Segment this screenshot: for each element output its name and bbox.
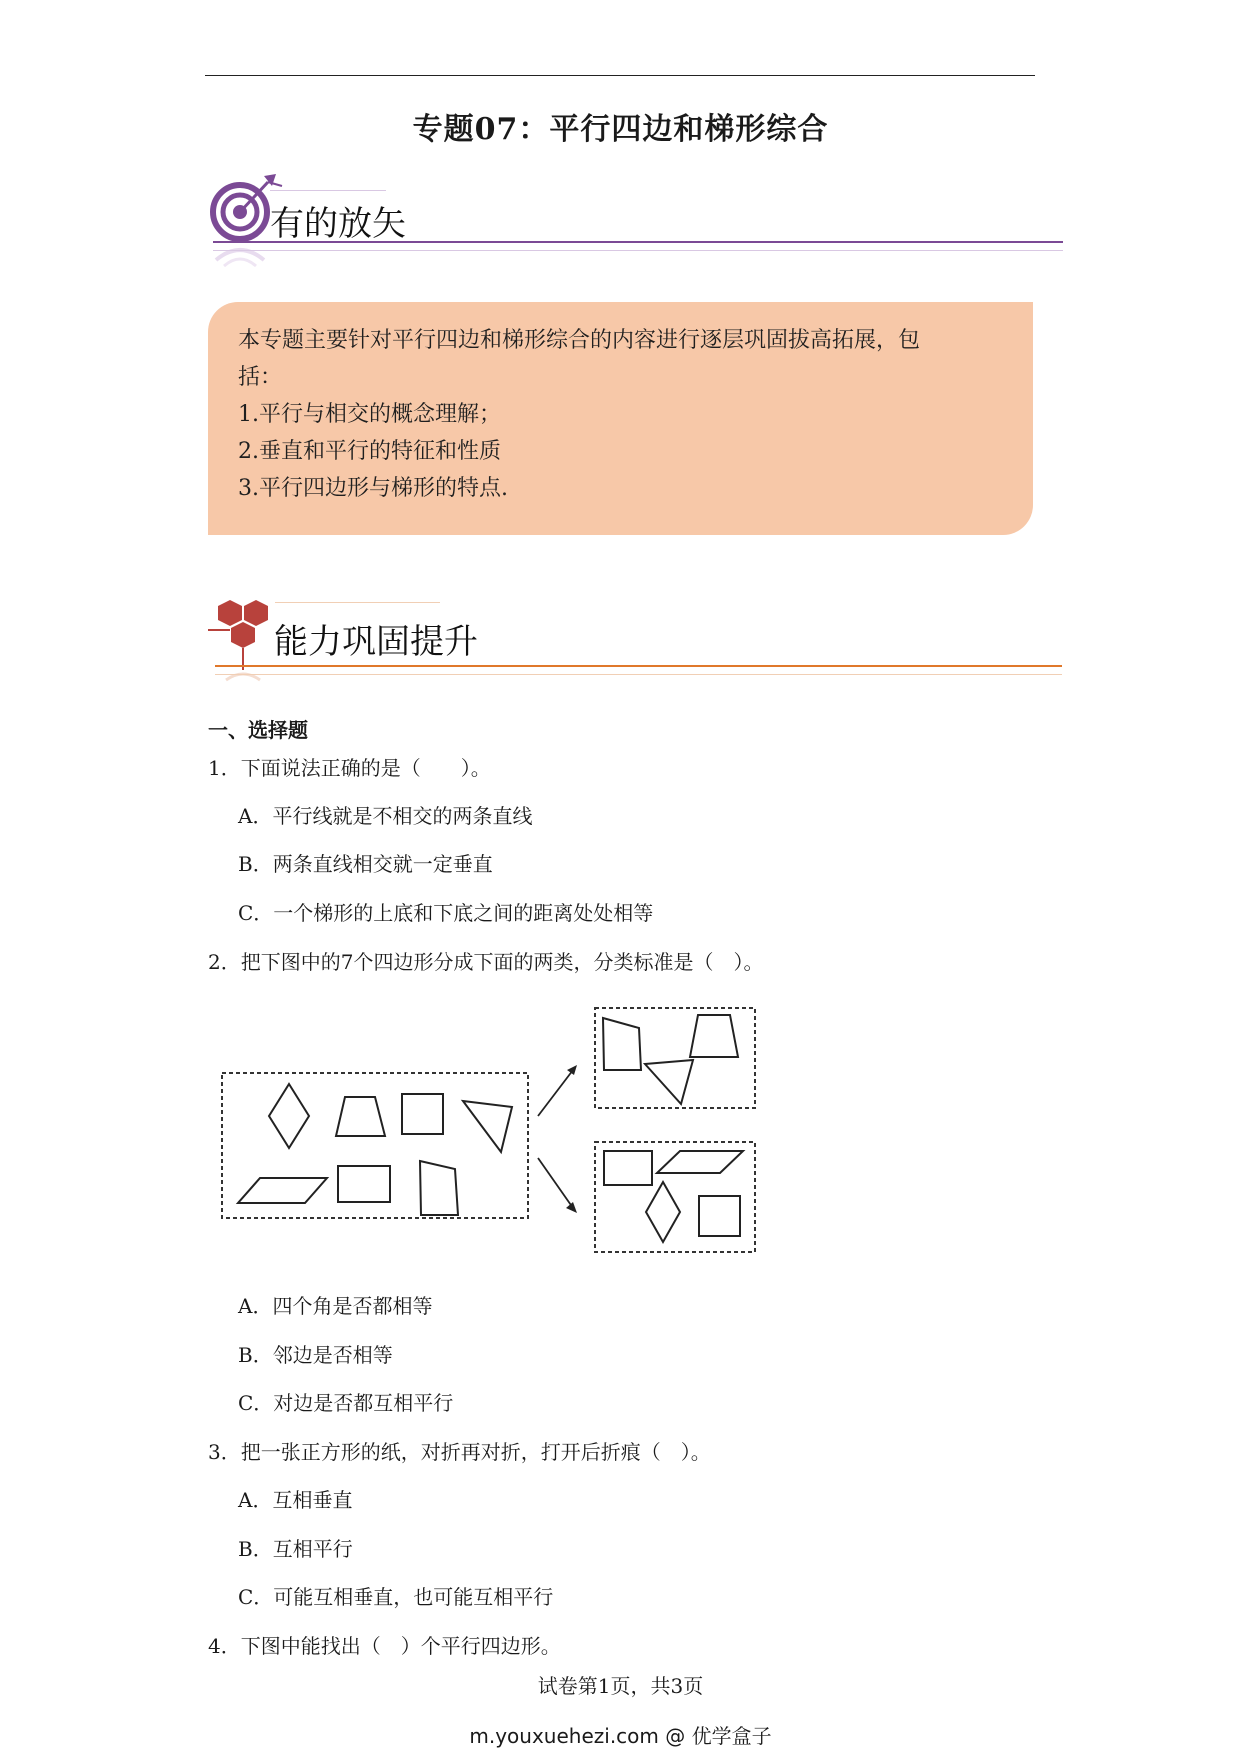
trapezoid-shape — [336, 1097, 385, 1136]
section1-rule — [213, 241, 1063, 243]
right-trapezoid-shape — [420, 1161, 458, 1215]
top-rule — [205, 75, 1035, 76]
quadrilateral-classification-figure — [215, 1000, 760, 1260]
section2-top-accent — [275, 602, 440, 603]
question-1-option-a: A．平行线就是不相交的两条直线 — [238, 804, 533, 828]
group-2-square — [699, 1196, 740, 1236]
question-4-stem: 4．下图中能找出（ ）个平行四边形。 — [208, 1634, 561, 1658]
section1-title: 有的放矢 — [270, 204, 406, 244]
document-title: 专题07：平行四边和梯形综合 — [412, 112, 829, 147]
group-2-rectangle — [604, 1151, 652, 1185]
section2-rule — [215, 665, 1062, 667]
question-3-stem: 3．把一张正方形的纸，对折再对折，打开后折痕（ ）。 — [208, 1440, 711, 1464]
question-2-option-a: A．四个角是否都相等 — [238, 1294, 433, 1318]
question-1-option-c: C．一个梯形的上底和下底之间的距离处处相等 — [238, 901, 654, 925]
intro-line: 3.平行四边形与梯形的特点. — [238, 476, 508, 501]
intro-text — [238, 322, 1008, 507]
group-1-trapezoid — [690, 1015, 738, 1057]
page-footer: 试卷第1页，共3页 — [537, 1674, 704, 1698]
section2-title: 能力巩固提升 — [274, 622, 478, 662]
site-watermark: m.youxuehezi.com @ 优学盒子 — [469, 1724, 772, 1748]
group-2-rhombus — [646, 1182, 680, 1242]
arrow-up-icon — [567, 1065, 577, 1075]
question-3-option-c: C．可能互相垂直，也可能互相平行 — [238, 1585, 554, 1609]
section1-rule-shadow — [213, 250, 1063, 251]
group-2-parallelogram — [657, 1151, 743, 1173]
intro-line: 括： — [238, 365, 283, 390]
square-shape — [402, 1094, 443, 1134]
rectangle-shape — [338, 1166, 390, 1202]
section2-rule-shadow — [215, 674, 1062, 675]
question-1-stem: 1．下面说法正确的是（ ）。 — [208, 756, 491, 780]
intro-line: 2.垂直和平行的特征和性质 — [238, 439, 501, 464]
group-1-irregular — [645, 1060, 693, 1104]
intro-line: 本专题主要针对平行四边和梯形综合的内容进行逐层巩固拔高拓展，包 — [238, 328, 921, 353]
section1-top-accent — [270, 190, 386, 191]
question-2-option-b: B．邻边是否相等 — [238, 1343, 393, 1367]
rhombus-shape — [269, 1084, 309, 1148]
parallelogram-shape — [238, 1178, 327, 1203]
source-box — [222, 1073, 528, 1218]
irregular-quadrilateral-shape — [463, 1101, 512, 1152]
question-type-heading: 一、选择题 — [208, 718, 308, 742]
arrow-down-icon — [566, 1202, 577, 1213]
question-2-stem: 2．把下图中的7个四边形分成下面的两类，分类标准是（ ）。 — [208, 950, 764, 974]
question-3-option-b: B．互相平行 — [238, 1537, 353, 1561]
intro-line: 1.平行与相交的概念理解； — [238, 402, 501, 427]
question-2-option-c: C．对边是否都互相平行 — [238, 1391, 454, 1415]
question-1-option-b: B．两条直线相交就一定垂直 — [238, 852, 493, 876]
question-3-option-a: A．互相垂直 — [238, 1488, 353, 1512]
group-1-right-trapezoid — [603, 1018, 641, 1070]
